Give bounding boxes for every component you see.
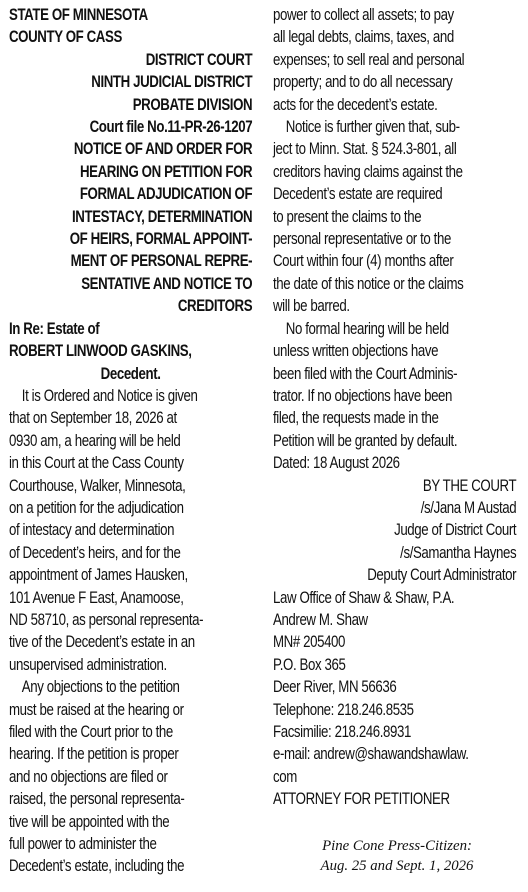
signature-line: /s/Jana M Austad [420, 497, 517, 517]
left-column [9, 4, 252, 878]
paragraph-line: of Decedent’s heirs, and for the [9, 542, 181, 562]
paragraph-line: tive will be appointed with the [9, 811, 170, 831]
paragraph-line: filed with the Court prior to the [9, 722, 173, 741]
paragraph-line: the date of this notice or the claims [273, 273, 464, 293]
in-re-line: In Re: Estate of [9, 318, 100, 338]
signature-line: Deputy Court Administrator [367, 565, 517, 585]
paragraph-line: Courthouse, Walker, Minnesota, [9, 475, 186, 495]
estate-heading [9, 318, 252, 385]
creditors-paragraph [273, 116, 516, 318]
paragraph-line: Court within four (4) months after [273, 251, 454, 271]
notice-title-line: HEARING ON PETITION FOR [79, 161, 253, 181]
paragraph-line: 0930 am, a hearing will be held [9, 430, 181, 450]
publication-dates: Aug. 25 and Sept. 1, 2026 [320, 858, 474, 874]
attorney-email-continued: com [273, 766, 297, 786]
notice-title-line: NOTICE OF AND ORDER FOR [73, 139, 253, 159]
attorney-role: ATTORNEY FOR PETITIONER [273, 789, 450, 809]
paragraph-line: unsupervised administration. [9, 654, 167, 674]
paragraph-line: It is Ordered and Notice is given [21, 385, 198, 405]
paragraph-line: tive of the Decedent’s estate in an [9, 632, 195, 652]
court-file-number: Court file No.11-PR-26-1207 [89, 117, 253, 137]
attorney-line: MN# 205400 [273, 632, 346, 652]
paragraph-line: been filed with the Court Adminis- [273, 363, 458, 383]
paragraph-line: all legal debts, claims, taxes, and [273, 27, 454, 47]
paragraph-line: Decedent’s estate, including the [9, 856, 185, 876]
publication-credit [262, 836, 528, 876]
paragraph-line: hearing. If the petition is proper [9, 744, 179, 764]
state-line: STATE OF MINNESOTA [9, 5, 148, 24]
paragraph-line: property; and to do all necessary [273, 72, 453, 92]
paragraph-line: No formal hearing will be held [285, 318, 449, 338]
paragraph-line: must be raised at the hearing or [9, 699, 184, 719]
paragraph-line: Notice is further given that, sub- [285, 117, 460, 137]
notice-title [9, 138, 252, 317]
paragraph-line: Decedent’s estate are required [273, 184, 443, 204]
attorney-line: P.O. Box 365 [273, 654, 346, 674]
attorney-line: Law Office of Shaw & Shaw, P.A. [273, 587, 455, 607]
paragraph-line: ND 58710, as personal representa- [9, 609, 204, 629]
signature-line: Judge of District Court [394, 520, 517, 540]
attorney-block [273, 587, 516, 811]
paragraph-line: filed, the requests made in the [273, 408, 439, 428]
signature-block [273, 475, 516, 587]
notice-title-line: INTESTACY, DETERMINATION [72, 206, 253, 226]
paragraph-line: expenses; to sell real and personal [273, 49, 465, 69]
attorney-line: Facsimilie: 218.246.8931 [273, 722, 411, 741]
paragraph-line: that on September 18, 2026 at [9, 408, 177, 428]
paragraph-line: to present the claims to the [273, 206, 422, 226]
attorney-email: e-mail: andrew@shawandshawlaw. [273, 744, 469, 764]
paragraph-line: unless written objections have [273, 341, 439, 361]
paragraph-line: appointment of James Hausken, [9, 565, 188, 585]
attorney-line: Telephone: 218.246.8535 [273, 699, 414, 719]
hearing-paragraph [273, 318, 516, 452]
publication-name: Pine Cone Press-Citizen: [322, 838, 472, 854]
attorney-line: Andrew M. Shaw [273, 609, 368, 629]
paragraph-line: personal representative or to the [273, 229, 451, 249]
court-line: DISTRICT COURT [145, 49, 253, 69]
dated-line: Dated: 18 August 2026 [273, 453, 400, 473]
signature-line: BY THE COURT [422, 475, 517, 495]
paragraph-line: ject to Minn. Stat. § 524.3-801, all [273, 139, 457, 159]
paragraph-line: will be barred. [273, 296, 350, 316]
paragraph-line: power to collect all assets; to pay [273, 5, 454, 24]
paragraph-line: 101 Avenue F East, Anamoose, [9, 587, 184, 607]
notice-title-line: CREDITORS [177, 296, 253, 316]
paragraph-line: Any objections to the petition [21, 677, 180, 697]
caption [9, 4, 252, 138]
paragraph-line: Petition will be granted by default. [273, 430, 458, 450]
decedent-name: ROBERT LINWOOD GASKINS, [9, 341, 192, 361]
decedent-label: Decedent. [100, 363, 161, 383]
signature-line: /s/Samantha Haynes [400, 542, 517, 562]
objections-paragraph [9, 676, 252, 878]
district-line: NINTH JUDICIAL DISTRICT [91, 72, 253, 92]
attorney-line: Deer River, MN 56636 [273, 677, 397, 697]
paragraph-line: acts for the decedent’s estate. [273, 94, 438, 114]
paragraph-line: and no objections are filed or [9, 766, 168, 786]
paragraph-line: creditors having claims against the [273, 161, 463, 181]
county-line: COUNTY OF CASS [9, 27, 122, 47]
notice-title-line: FORMAL ADJUDICATION OF [79, 184, 253, 204]
order-paragraph [9, 385, 252, 676]
paragraph-line: full power to administer the [9, 834, 157, 854]
paragraph-line: in this Court at the Cass County [9, 453, 184, 473]
paragraph-line: on a petition for the adjudication [9, 497, 184, 517]
division-line: PROBATE DIVISION [132, 94, 253, 114]
notice-title-line: OF HEIRS, FORMAL APPOINT- [69, 229, 253, 249]
paragraph-line: trator. If no objections have been [273, 385, 453, 405]
paragraph-line: raised, the personal representa- [9, 789, 185, 809]
right-column [273, 4, 516, 811]
paragraph-line: of intestacy and determination [9, 520, 175, 540]
notice-title-line: MENT OF PERSONAL REPRE- [70, 251, 253, 271]
notice-title-line: SENTATIVE AND NOTICE TO [81, 273, 253, 293]
objections-paragraph-continued [273, 4, 516, 116]
